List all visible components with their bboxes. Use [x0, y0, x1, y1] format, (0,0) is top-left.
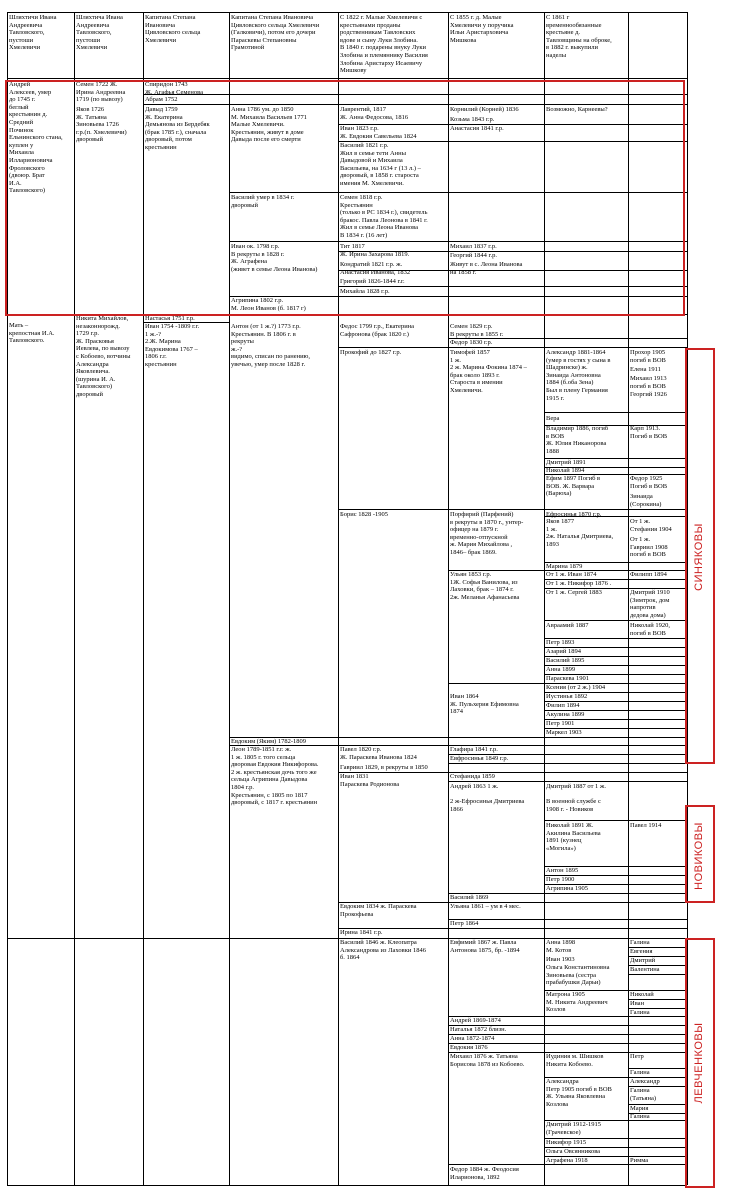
cell-avraamiy: Авраамий 1887 — [546, 622, 589, 629]
cell-ivan1864: Иван 1864 Ж. Пульхерия Ефимовна 1874 — [450, 693, 519, 716]
cell-evgeniya: Евгения — [630, 948, 653, 955]
header-col-3: Капитана Степана Ивановича Цивловского сельца Хмелевичи — [145, 14, 201, 44]
header-bottom-line — [7, 78, 687, 79]
cell-semen1829: Семен 1829 г.р. В рекруты в 1855 г. — [450, 323, 504, 338]
row-sep — [544, 412, 687, 413]
cell-mikhail1876: Михаил 1876 ж. Татьяна Борисова 1878 из Кобоево. — [450, 1053, 525, 1068]
cell-anna1899: Анна 1899 — [546, 666, 576, 673]
cell-valentina: Валентина — [630, 966, 660, 973]
cell-rimma: Римма — [630, 1157, 649, 1164]
row-sep — [448, 781, 687, 782]
bottom-border — [7, 1185, 687, 1186]
cell-aleksandra: Александра Петр 1905 погиб в ВОВ Ж. Ульяна Яковлевна Козлова — [546, 1078, 612, 1108]
cell-ivan1754: Иван 1754 -1809 г.г. 1 ж.-? 2.Ж. Марина Евдокимова 1767 – 1806 г.г. крестьянин — [145, 323, 200, 368]
cell-evdokim: Евдоким (Яким) 1782-1809 — [231, 738, 307, 745]
header-col-5: С 1822 г. Малые Хмелевичи с крестьянами проданы родственникам Тавловских вдове и сыну Луки Злобина. В 1840 г. подарены внуку Луки Злобина и племяннику Василия Злобина Аристарху Исаевичу Мишкову — [340, 14, 428, 75]
cell-ivan1823: Иван 1823 г.р. Ж. Евдокия Савельева 1824 — [340, 125, 417, 140]
cell-yakov1877: Яков 1877 1 ж. 2ж. Наталья Дмитриева, 1893 — [546, 518, 614, 548]
row-sep — [544, 820, 687, 821]
cell-georgiy1844: Георгий 1844 г.р. — [450, 252, 497, 259]
cell-nikolay1920: Николай 1920, погиб в ВОВ — [630, 622, 671, 637]
cell-paraskeva1901: Параскева 1901 — [546, 675, 589, 682]
cell-ot1zh1904: От 1 ж. Стефания 1904 — [630, 518, 672, 533]
cell-ot1nikifor: От 1 ж. Никифор 1876 . — [546, 580, 612, 587]
cell-petr1901: Петр 1901 — [546, 720, 575, 727]
cell-pavel1914: Павел 1914 — [630, 822, 662, 829]
cell-prokhor: Прохор 1905 погиб в ВОВ — [630, 349, 666, 364]
cell-galina-3: Галина — [630, 1069, 650, 1076]
cell-agripina: Агрипина 1802 г.р. М. Леон Иванов (б. 1817 г) — [231, 297, 306, 312]
cell-mat: Мать – крепостная И.А. Тавловского. — [9, 322, 55, 345]
cell-kondratiy: Кондратий 1821 г.р. ж. Анастасия Иванова, 1832 — [340, 261, 411, 276]
cell-evfimiy: Евфимий 1867 ж. Павла Антонова 1875, бр. -1894 — [450, 939, 520, 954]
cell-fedor1925: Федор 1925 Погиб в ВОВ — [630, 475, 668, 490]
cell-evdokiya1876: Евдокия 1876 — [450, 1044, 488, 1051]
cell-mikhail1913: Михаил 1913 погиб в ВОВ — [630, 375, 667, 390]
cell-petr1864: Петр 1864 — [450, 920, 479, 927]
cell-evdokim1834: Евдоким 1834 ж. Параскева Прокофьева — [340, 903, 417, 918]
cell-boris: Борис 1828 -1905 — [340, 511, 389, 518]
cell-galina-4: Галина — [630, 1113, 650, 1120]
cell-ot1sergey: От 1 ж. Сергей 1883 — [546, 589, 602, 596]
cell-ot1ivan: От 1 ж. Иван 1874 — [546, 571, 597, 578]
cell-vera: Вера — [546, 415, 560, 422]
cell-irina1841: Ирина 1841 г.р. — [340, 929, 383, 936]
family-label-novikovy: НОВИКОВЫ — [693, 822, 705, 890]
cell-pavel: Павел 1820 г.р. Ж. Параскева Иванова 1824 — [340, 746, 417, 761]
header-col-4: Капитана Степана Ивановича Цивловского сельца Хмелевичи (Галковичи), потом его дочери Параскевы Степановны Грамотиной — [231, 14, 320, 52]
cell-vladimir: Владимир 1886, погиб в ВОВ Ж. Юлия Никанорова 1888 — [546, 425, 609, 455]
cell-spiridon: Спиридон 1743 Ж. Агафья Семенова — [145, 81, 204, 95]
cell-prokofiy: Прокофий до 1827 г.р. — [340, 349, 402, 356]
cell-nikolay1894: Николай 1894 — [546, 467, 585, 474]
cell-andrey1863: Андрей 1863 1 ж. 2 ж-Ефросинья Дмитриева 1866 — [450, 783, 525, 813]
cell-semen: Семен 1722 Ж. Ирина Андреевна 1719 (по вывозу) — [76, 81, 126, 104]
cell-efrosinya1870: Ефросинья 1870 г.р. — [546, 511, 602, 518]
cell-dmitriy1912: Дмитрий 1912-1915 (Грачевское) — [546, 1121, 601, 1136]
cell-aleksandr: Александр 1881-1864 (умер в гостях у сына в Шадринске) ж. Зинаида Антоновна 1884 (б.оба Зена) Был в плену Германия 1915 г. — [546, 349, 611, 402]
cell-nastasya: Настасья 1751 г.р. — [145, 315, 195, 322]
family-label-sinyakovy: СИНЯКОВЫ — [693, 523, 705, 591]
cell-fedor1830: Федор 1830 г.р. — [450, 339, 493, 346]
cell-mariya1879: Марина 1879 — [546, 563, 583, 570]
cell-lavrentiy: Лаврентий, 1817 Ж. Анна Федосова, 1816 — [340, 106, 409, 121]
cell-glafira: Глафира 1841 г.р. — [450, 746, 498, 753]
cell-kozma: Козьма 1843 г.р. — [450, 116, 495, 123]
row-sep — [448, 763, 687, 764]
cell-akulina1899: Акулина 1899 — [546, 711, 585, 718]
cell-kseniya: Ксения (от 2 ж.) 1904 — [546, 684, 606, 691]
cell-ivan-s3: Иван — [630, 1000, 645, 1007]
cell-galina-1: Галина — [630, 939, 650, 946]
cell-mariya-s3: Мария — [630, 1105, 649, 1112]
cell-zinaida: Зинаида (Сорокина) — [630, 493, 662, 508]
cell-dmitriy-s3: Дмитрий — [630, 957, 656, 964]
cell-mikhaila: Михайла 1828 г.р. — [340, 288, 390, 295]
cell-ulyana1861: Ульяна 1861 – ум в 4 мес. — [450, 903, 521, 910]
row-sep — [338, 347, 687, 348]
cell-agripina1905: Агрипина 1905 — [546, 885, 589, 892]
cell-vasiliy1821: Василий 1821 г.р. Жил в семье тети Анны Давыдовой и Михаила Васильева, на 1634 г (13 л.) – дворовый, в 1858 г. староста имения М. Хмелевичи. — [340, 142, 421, 187]
cell-porfiriy: Порфирий (Парфений) в рекруты в 1870 г., унтер- офицер на 1879 г. временно-отпускной ж. Мария Михайлова , 1846– брак 1869. — [450, 511, 524, 556]
row-sep — [338, 509, 687, 510]
row-sep — [628, 974, 687, 975]
cell-yakov: Яков 1726 Ж. Татьяна Зиновьева 1726 г.р.(п. Хмелевичи) дворовый — [76, 106, 127, 144]
cell-gavriil1829: Гавриил 1829, в рекруты в 1850 — [340, 764, 428, 771]
cell-olga-ovs: Ольга Овсянникова — [546, 1148, 601, 1155]
cell-natalya1872: Наталья 1872 близн. — [450, 1026, 507, 1033]
family-label-levchenkovy: ЛЕВЧЕНКОВЫ — [693, 1022, 705, 1104]
cell-efim: Ефим 1897 Погиб в ВОВ. Ж. Варвара (Варюха) — [546, 475, 601, 498]
cell-nikifor1915: Никифор 1915 — [546, 1139, 587, 1146]
cell-filip1894: Филип 1894 — [546, 702, 580, 709]
cell-georgiy1926: Георгий 1926 — [630, 391, 667, 398]
cell-anton1895: Антон 1895 — [546, 867, 579, 874]
cell-petr1900: Петр 1900 — [546, 876, 575, 883]
cell-anna1872: Анна 1872-1874 — [450, 1035, 495, 1042]
cell-timofey: Тимофей 1857 1 ж. 2 ж. Марина Фокина 1874 – брак около 1893 г. Староста в имении Хмелевичи. — [450, 349, 527, 394]
cell-dmitriy1910: Дмитрий 1910 (Зимтрок, дом напротив дедова дома) — [630, 589, 670, 619]
cell-azariy: Азарий 1894 — [546, 648, 581, 655]
cell-andrey1869: Андрей 1869-1874 — [450, 1017, 501, 1024]
cell-david: Давыд 1759 Ж. Екатерина Демьянова из Бердебяк (брак 1785 г.), сначала дворовый, потом крестьянин — [145, 106, 210, 151]
cell-ulyan: Ульян 1853 г.р. 1Ж. Софья Ванилова, из Лаховки, брак – 1874 г. 2ж. Меланья Афанасьева — [450, 571, 520, 601]
cell-anton: Антон (от 1 ж.?) 1773 г.р. Крестьянин. В 1806 г. в рекруты ж.-? видимо, списан по ранению, увечью, умер после 1828 г. — [231, 323, 311, 368]
cell-iudiniya: Иудиния м. Шишков Никита Кобоево. — [546, 1053, 604, 1068]
cell-markel: Маркел 1903 — [546, 729, 582, 736]
cell-matrona: Матрона 1905 М. Никита Андреевич Козлов — [546, 991, 608, 1014]
cell-galina-2: Галина — [630, 1009, 650, 1016]
cell-grigoriy: Григорий 1826-1844 г.г. — [340, 278, 405, 285]
cell-agrafena1918: Аграфена 1918 — [546, 1157, 588, 1164]
header-col-7: С 1861 г временнообязанные крестьяне д. Тавловщины на оброке, в 1882 г. выкупили наделы — [546, 14, 612, 59]
cell-ivan1903: Иван 1903 — [546, 956, 575, 963]
cell-tit: Тит 1817 Ж. Ирина Захарова 1819. — [340, 243, 410, 258]
cell-nikita: Никита Михайлов, незаконнорожд. 1729 г.р. Ж. Прасковья Иевлева, по вывозу с Кобоево, вотчины Александра Яковлевича. (шурина И. А. Тавловского) дворовый — [76, 315, 131, 398]
cell-vasiliy1846: Василий 1846 ж. Клеопатра Александрова из Лаховки 1846 б. 1864 — [340, 939, 426, 962]
cell-vozmozhno: Возможно, Карнеевы? — [546, 106, 608, 113]
top-border — [7, 12, 687, 13]
cell-karp: Карп 1913. Погиб в ВОВ — [630, 425, 668, 440]
cell-zhivut: Живут в с. Леона Иванова на 1858 г. — [450, 261, 523, 276]
cell-korniliy: Корнилий (Корней) 1836 — [450, 106, 519, 113]
header-col-6: С 1855 г. д. Малые Хмелевичи у поручика Ильи Аристарховича Мишкова — [450, 14, 514, 44]
cell-olga: Ольга Константиновна Зиновьева (сестра прабабушки Дарьи) — [546, 964, 610, 987]
cell-anna: Анна 1786 ум. до 1850 М. Михаила Васильев 1771 Малые Хмелевичи. Крестьянин, живут в доме Давыда после его смерти — [231, 106, 307, 144]
cell-vasiliy1869: Василий 1869 — [450, 894, 489, 901]
cell-petr-s3: Петр — [630, 1053, 644, 1060]
cell-dmitriy1887: Дмитрий 1887 от 1 ж. В военной службе с 1908 г. - Новиков — [546, 783, 607, 813]
cell-anastasia1841: Анастасия 1841 г.р. — [450, 125, 504, 132]
cell-evfrosinya1849: Евфросинья 1849 г.р. — [450, 755, 509, 762]
cell-anna1898: Анна 1898 М. Котов — [546, 939, 576, 954]
cell-filipp: Филипп 1894 — [630, 571, 667, 578]
cell-ustinya: Иустинья 1892 — [546, 693, 588, 700]
cell-abram: Абрам 1752 — [145, 96, 178, 103]
cell-galina-tatyana: Галина (Татьяна) — [630, 1087, 657, 1102]
cell-ivan1831: Иван 1831 Параскева Родионова — [340, 773, 400, 788]
cell-aleksandr-s3: Александр — [630, 1078, 660, 1085]
cell-petr1893: Петр 1893 — [546, 639, 575, 646]
cell-semen1818: Семен 1818 г.р. Крестьянин (только в РС 1834 г.), свидетель бракос. Павла Леонова в 1841 г. Жил в семье Леона Иванова В 1834 г. (16 лет) — [340, 194, 428, 239]
cell-dmitriy1891: Дмитрий 1891 — [546, 459, 586, 466]
cell-andrei: Андрей Алексеев, умер до 1745 г. беглый крестьянин д. Средний Починок Ельнинского стана, куплен у Михаила Илларионовича Фроловского (двоюр. Брат И.А. Тавловского) — [9, 81, 63, 195]
cell-nikolay1891: Николай 1891 Ж. Акилина Васильева 1891 (кузнец «Могила») — [546, 822, 601, 852]
cell-fedos: Федос 1799 г.р., Екатерина Сафронова (брак 1820 г.) — [340, 323, 415, 338]
cell-vasiliy1834: Василий умер в 1834 г. дворовый — [231, 194, 295, 209]
cell-nikolay-s3: Николай — [630, 991, 654, 998]
cell-leon: Леон 1789-1851 г.г. ж. 1 ж. 1805 г. того сельца дворовая Евдокия Никифорова. 2 ж. крестьянская дочь того же сельца Агрипина Давыдова 1804 г.р. Крестьянин, с 1805 по 1817 дворовый, с 1817 г. крестьянин — [231, 746, 319, 807]
header-col-1: Шляхтичи Ивана Андреевича Тавловского, пустоши Хмелевичи — [9, 14, 57, 52]
cell-vasiliy1895: Василий 1895 — [546, 657, 585, 664]
cell-ot1zh1908: От 1 ж. Гавриил 1908 погиб в ВОВ — [630, 536, 668, 559]
header-col-2: Шляхтича Ивана Андреевича Тавловского, пустоши Хмелевичи — [76, 14, 123, 52]
cell-elena: Елена 1911 — [630, 366, 661, 373]
cell-ivan1798: Иван ок. 1798 г.р. В рекруты в 1828 г. Ж. Аграфена (живет в семье Леона Иванова) — [231, 243, 318, 273]
cell-fedor1884: Федор 1884 ж. Феодосия Иларионова, 1892 — [450, 1166, 519, 1181]
cell-stefanida: Стефанида 1859 — [450, 773, 495, 780]
cell-mikhail1837: Михаил 1837 г.р. — [450, 243, 497, 250]
